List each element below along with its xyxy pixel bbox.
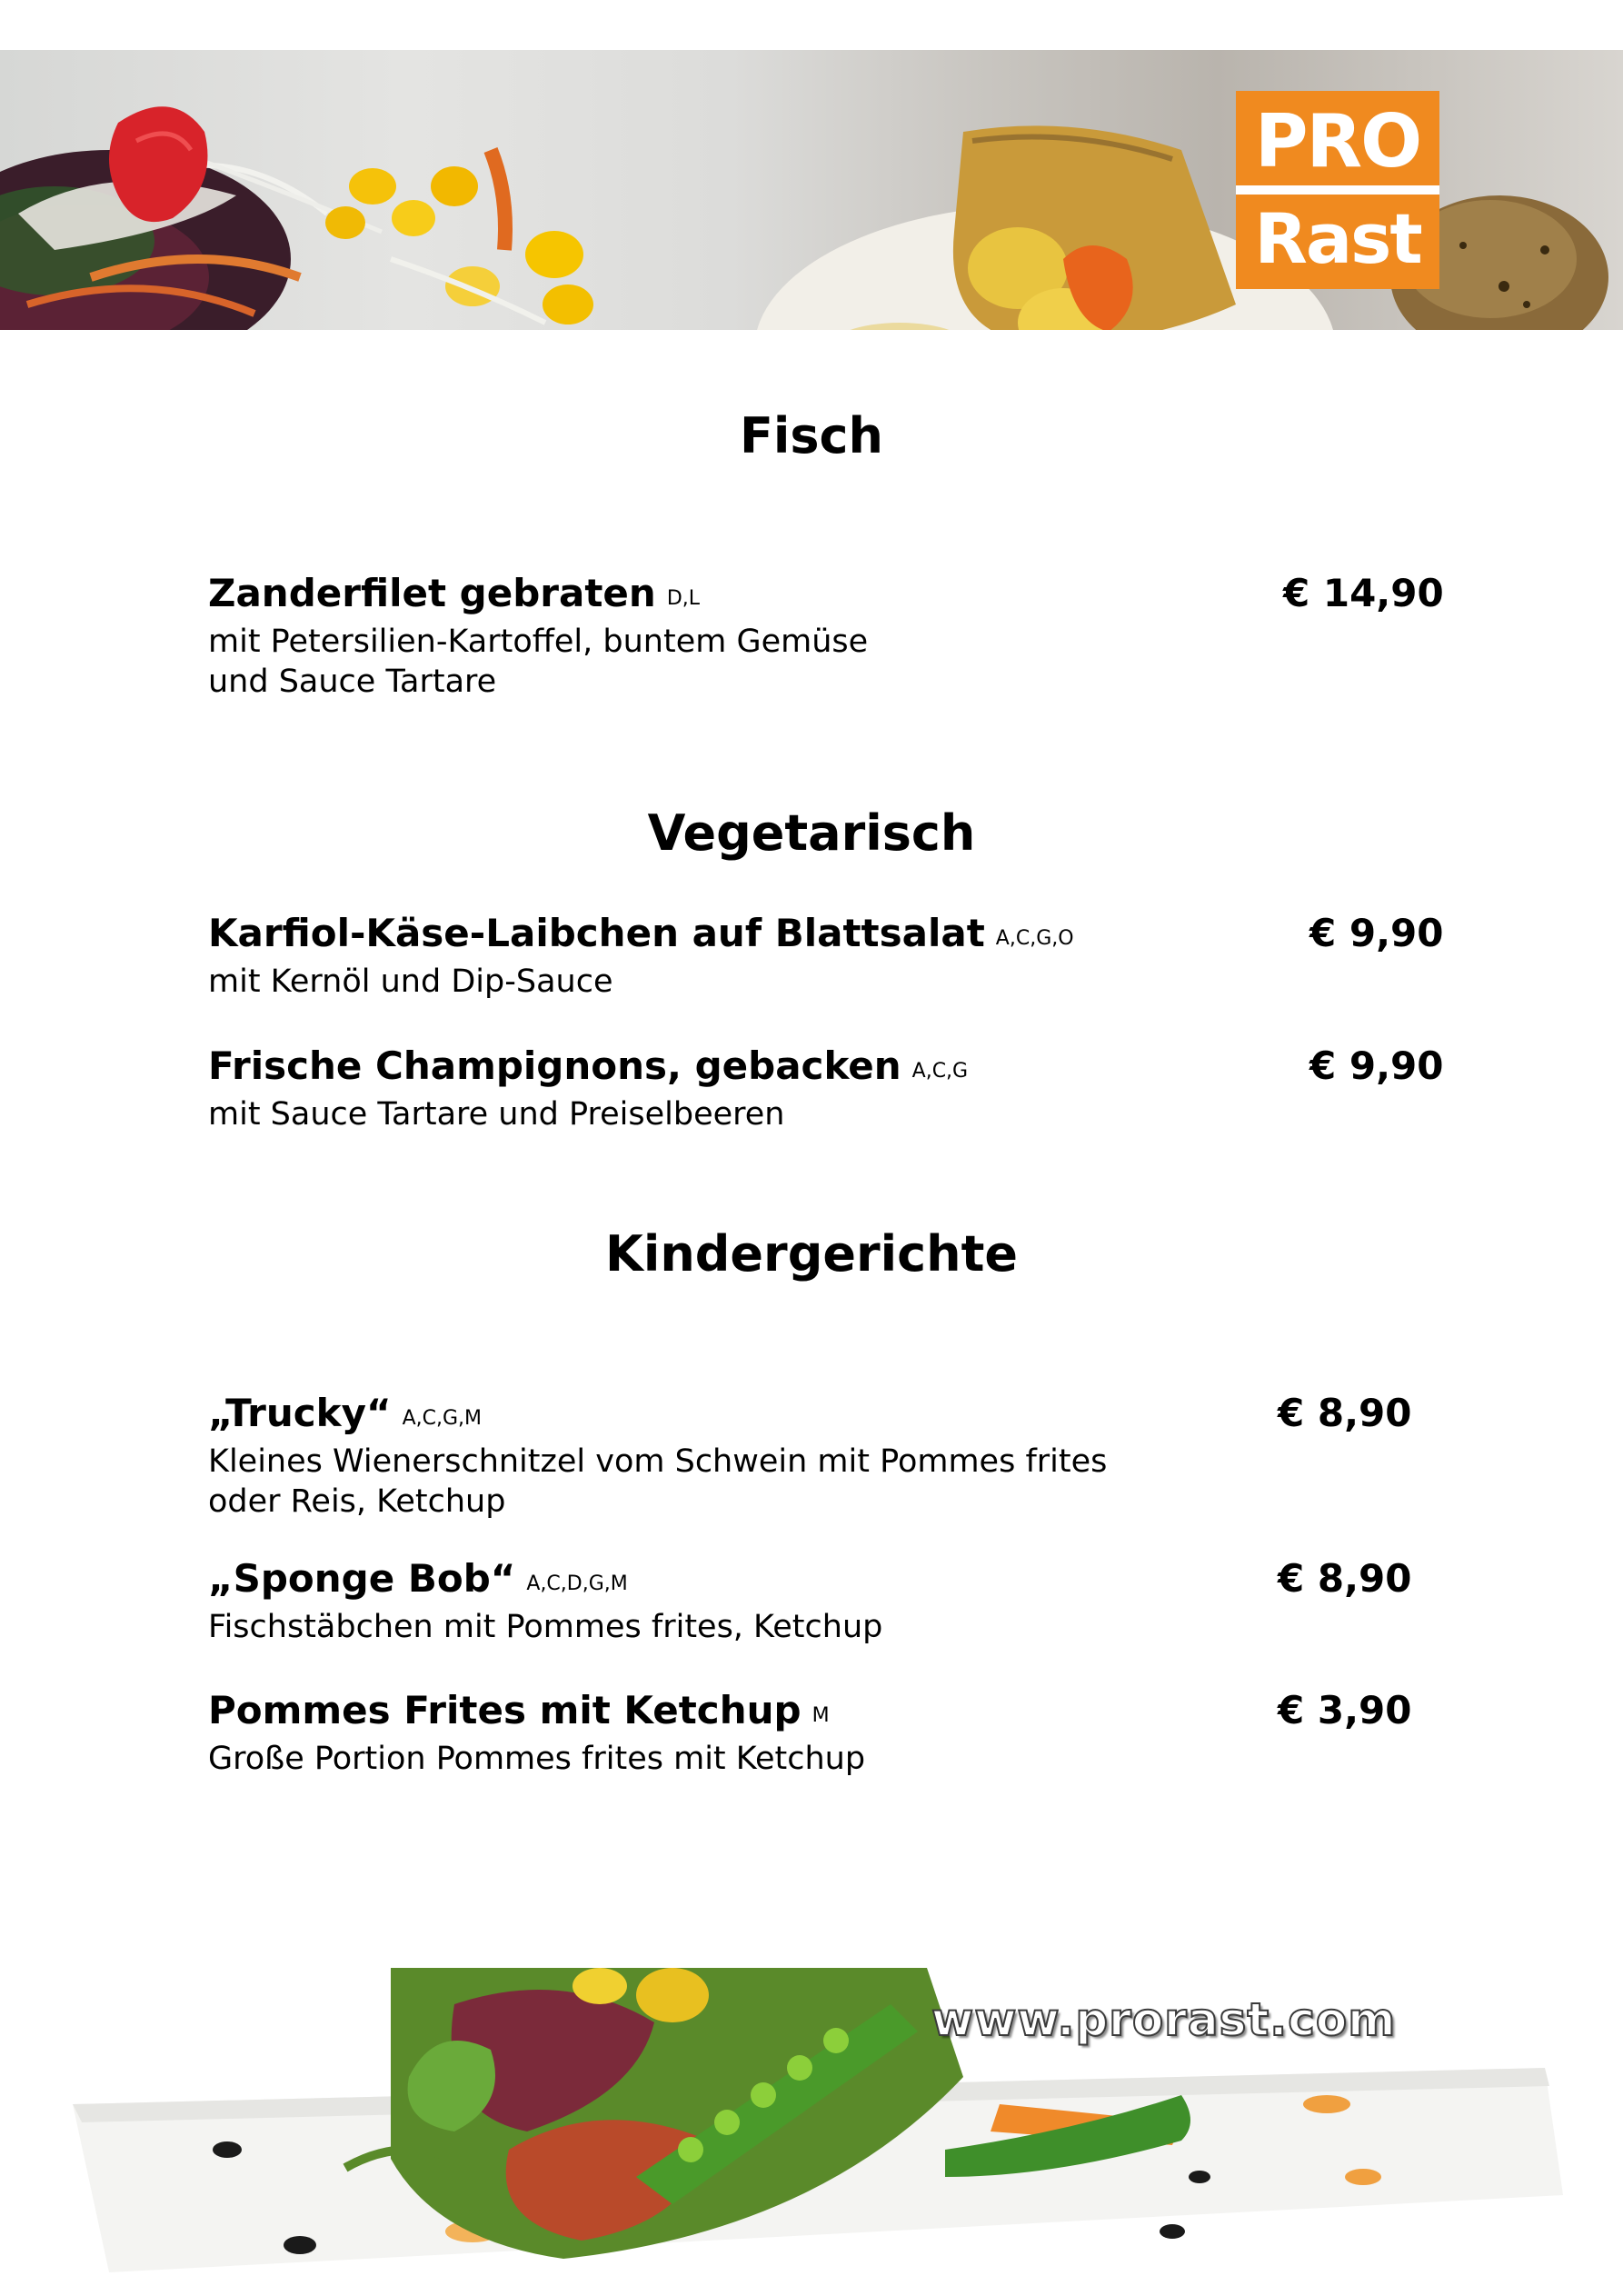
item-name: Pommes Frites mit Ketchup: [208, 1688, 802, 1732]
item-allergens: A,C,G,M: [402, 1407, 482, 1430]
prorast-logo: [1236, 91, 1439, 289]
section-title-kindergerichte: Kindergerichte: [604, 1225, 1019, 1283]
logo-divider: [1236, 185, 1439, 195]
item-desc-line: Fischstäbchen mit Pommes frites, Ketchup: [208, 1609, 883, 1645]
item-price: € 8,90: [1278, 1391, 1412, 1435]
item-desc-line: mit Kernöl und Dip-Sauce: [208, 963, 613, 1000]
section-title-fisch: Fisch: [740, 407, 883, 464]
section-title-vegetarisch: Vegetarisch: [647, 804, 976, 862]
item-allergens: D,L: [666, 587, 701, 610]
item-name: Zanderfilet gebraten: [208, 571, 656, 615]
item-name-line: [208, 1043, 1444, 1094]
item-description: [208, 1607, 1444, 1647]
item-description: [208, 1739, 1444, 1779]
menu-item: [208, 1688, 1444, 1779]
item-description: [208, 622, 1444, 702]
logo-text-rast: Rast: [1254, 198, 1421, 279]
item-name: „Trucky“: [208, 1391, 392, 1435]
item-price: € 9,90: [1309, 911, 1444, 955]
item-desc-line: Große Portion Pommes frites mit Ketchup: [208, 1741, 866, 1777]
logo-text-pro: PRO: [1254, 99, 1421, 184]
item-price: € 8,90: [1278, 1556, 1412, 1601]
item-desc-line: mit Sauce Tartare und Preiselbeeren: [208, 1096, 785, 1133]
item-allergens: A,C,G,O: [995, 927, 1074, 950]
item-allergens: A,C,D,G,M: [526, 1572, 628, 1595]
item-price: € 3,90: [1278, 1688, 1412, 1732]
item-desc-line: Kleines Wienerschnitzel vom Schwein mit Pommes frites: [208, 1443, 1108, 1480]
item-desc-line: und Sauce Tartare: [208, 664, 497, 700]
website-url: www.prorast.com: [931, 1993, 1397, 2046]
item-name: Frische Champignons, gebacken: [208, 1043, 901, 1088]
item-name-line: [208, 571, 1444, 622]
menu-item: [208, 571, 1444, 702]
menu-item: [208, 911, 1444, 1002]
item-name-line: [208, 1556, 1444, 1607]
menu-item: [208, 1043, 1444, 1134]
item-description: [208, 1442, 1444, 1522]
item-name: „Sponge Bob“: [208, 1556, 516, 1601]
item-desc-line: oder Reis, Ketchup: [208, 1483, 506, 1520]
item-name: Karfiol-Käse-Laibchen auf Blattsalat: [208, 911, 985, 955]
item-description: [208, 1094, 1444, 1134]
menu-item: [208, 1556, 1444, 1647]
item-allergens: M: [812, 1704, 830, 1727]
item-price: € 14,90: [1283, 571, 1444, 615]
item-name-line: [208, 1688, 1444, 1739]
item-price: € 9,90: [1309, 1043, 1444, 1088]
item-name-line: [208, 1391, 1444, 1442]
item-description: [208, 962, 1444, 1002]
item-name-line: [208, 911, 1444, 962]
item-desc-line: mit Petersilien-Kartoffel, buntem Gemüse: [208, 624, 869, 660]
item-allergens: A,C,G: [911, 1060, 969, 1083]
menu-item: [208, 1391, 1444, 1522]
